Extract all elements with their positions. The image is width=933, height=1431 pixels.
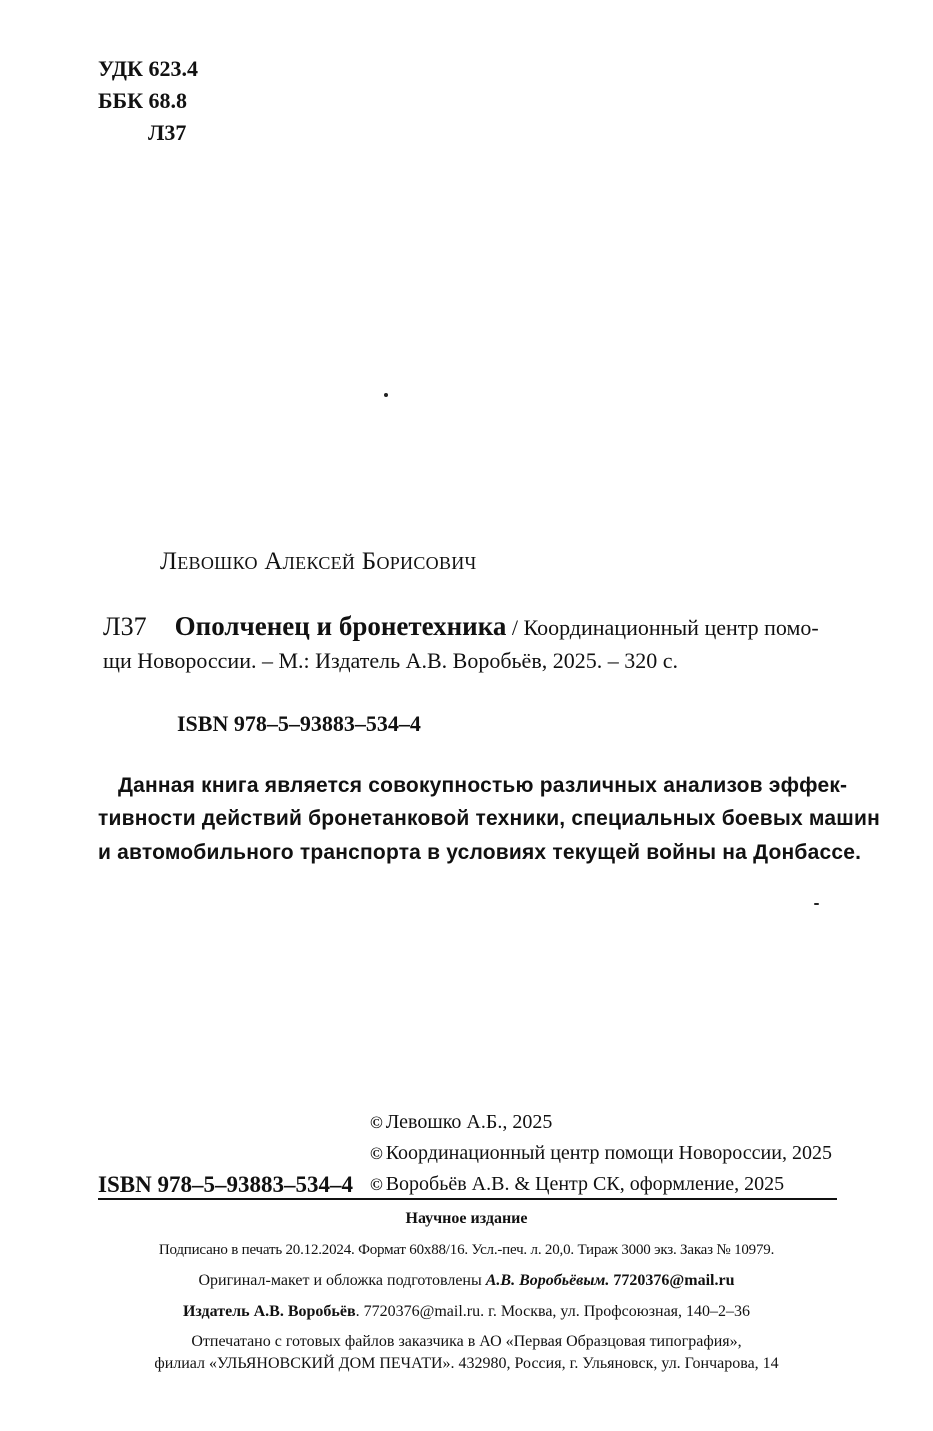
author-name: Левошко Алексей Борисович (160, 548, 477, 575)
print-speck (384, 393, 388, 397)
isbn-bottom: ISBN 978–5–93883–534–4 (98, 1172, 353, 1197)
layout-email: 7720376@mail.ru (609, 1272, 735, 1289)
isbn-main: ISBN 978–5–93883–534–4 (177, 711, 421, 736)
bibliographic-line-1 (103, 613, 819, 640)
copyright-sign: © (370, 1144, 383, 1163)
annotation-line-1: Данная книга является совокупностью различных анализов эффек- (118, 774, 848, 797)
copyright-line-2 (370, 1143, 832, 1163)
bibliographic-line-2: щи Новороссии. – М.: Издатель А.В. Воробьёв, 2025. – 320 с. (103, 648, 678, 673)
printer-line-2: филиал «УЛЬЯНОВСКИЙ ДОМ ПЕЧАТИ». 432980, Россия, г. Ульяновск, ул. Гончарова, 14 (154, 1355, 779, 1372)
copyright-text-2: Координационный центр помощи Новороссии, 2025 (385, 1142, 832, 1164)
bibliographic-rest: / Координационный центр помо- (506, 615, 819, 640)
annotation-line-3: и автомобильного транспорта в условиях текущей войны на Донбассе. (98, 841, 862, 864)
book-title: Ополченец и бронетехника (174, 611, 507, 641)
layout-credits (0, 1273, 933, 1289)
edition-type: Научное издание (405, 1210, 528, 1227)
publisher-address: . 7720376@mail.ru. г. Москва, ул. Профсоюзная, 140–2–36 (355, 1303, 751, 1320)
copyright-sign: © (370, 1113, 383, 1132)
print-info: Подписано в печать 20.12.2024. Формат 60х88/16. Усл.-печ. л. 20,0. Тираж 3000 экз. Заказ № 10979. (158, 1242, 775, 1258)
author-sign: Л37 (148, 120, 187, 145)
publisher-label: Издатель А.В. Воробьёв (182, 1303, 356, 1320)
print-speck (814, 903, 819, 905)
printer-line-1: Отпечатано с готовых файлов заказчика в АО «Первая Образцовая типография», (191, 1333, 742, 1350)
copyright-line-3 (370, 1174, 784, 1194)
divider-rule (98, 1198, 837, 1200)
copyright-text-1: Левошко А.Б., 2025 (385, 1111, 553, 1133)
udk-code: УДК 623.4 (98, 56, 199, 81)
bbk-code: ББК 68.8 (98, 88, 188, 113)
copyright-line-1 (370, 1112, 552, 1132)
layout-prefix: Оригинал-макет и обложка подготовлены (198, 1272, 486, 1289)
layout-author: А.В. Воробьёвым. (485, 1272, 610, 1289)
copyright-sign: © (370, 1175, 383, 1194)
bibliographic-code: Л37 (103, 612, 147, 641)
annotation-line-2: тивности действий бронетанковой техники, специальных боевых машин (98, 807, 880, 830)
publisher-info (0, 1304, 933, 1320)
copyright-text-3: Воробьёв А.В. & Центр СК, оформление, 2025 (385, 1173, 785, 1195)
